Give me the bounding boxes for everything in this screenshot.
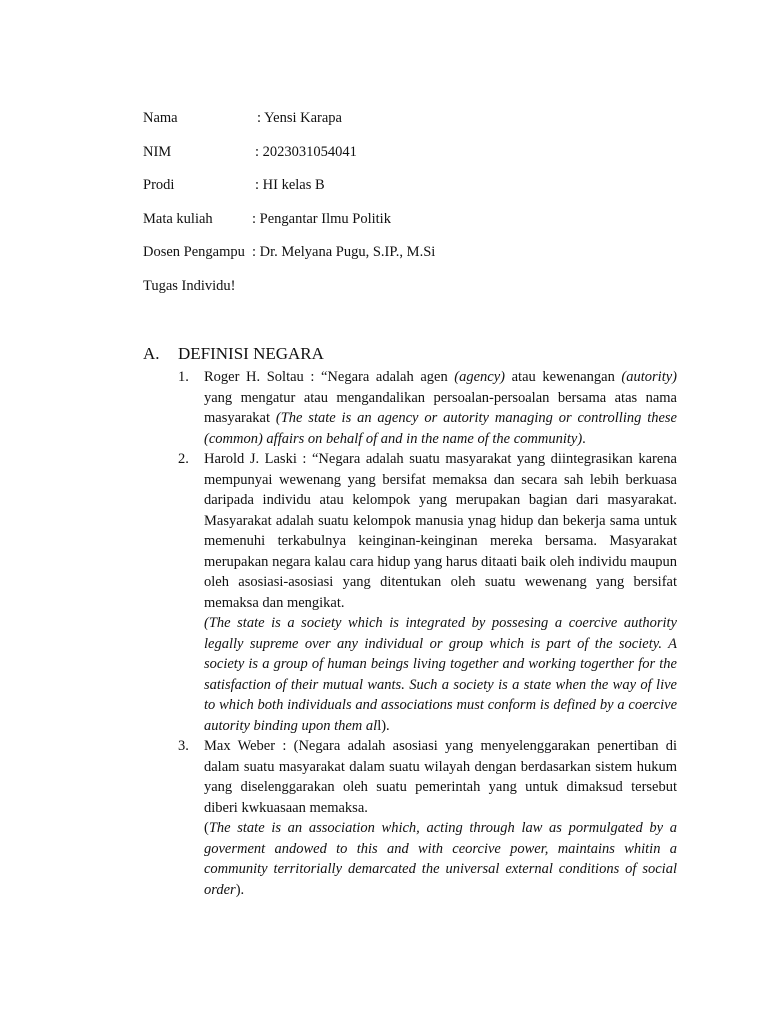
- text-run: yang mengatur atau mengandalikan persoalan-persoalan bersama atas nama masyarakat: [204, 389, 677, 426]
- definition-list: [143, 367, 677, 900]
- item-translation: [204, 818, 677, 900]
- item-paragraph: Harold J. Laski : “Negara adalah suatu masyarakat yang diintegrasikan karena mempunyai wewenang yang bersifat memaksa dan secara sah lebih berkuasa daripada individu atau kelompok yang merupakan bagian dari masyarakat. Masyarakat adalah suatu kelompok manusia ynag hidup dan bekerja sama untuk memenuhi terkabulnya keinginan-keinginan mereka bersama. Masyarakat merupakan negara kalau cara hidup yang harus ditaati baik oleh individu maupun oleh asosiasi-asosiasi yang ditentukan oleh suatu wewenang yang bersifat memaksa dan mengikat.: [204, 451, 677, 611]
- italic-run: The state is an association which, acting through law as pormulgated by a goverment andowed to this and with ceorcive power, maintains whitin a community territorially demarcated the universal external conditions of social order: [204, 820, 677, 898]
- field-label: Mata kuliah: [143, 210, 213, 227]
- field-value: : HI kelas B: [255, 177, 325, 193]
- field-value: : Pengantar Ilmu Politik: [252, 210, 391, 227]
- field-value: : Yensi Karapa: [257, 110, 342, 126]
- italic-run: (The state is an agency or autority managing or controlling these (common) affairs on behalf of and in the name of the community): [204, 410, 677, 447]
- item-body: [204, 367, 677, 449]
- italic-run: (The state is a society which is integrated by possesing a coercive authority legally supreme over any individual or group which is part of the society. A society is a group of human beings living together and working togerther for the satisfaction of their mutual wants. Such a society is a state when the way of live to which both individuals and associations must conform is defined by a coercive autority binding upon them al: [204, 615, 677, 734]
- assignment-label: Tugas Individu!: [143, 278, 236, 294]
- section-title: DEFINISI NEGARA: [178, 344, 324, 363]
- italic-run: (agency): [454, 369, 506, 385]
- item-paragraph: Max Weber : (Negara adalah asosiasi yang menyelenggarakan penertiban di dalam suatu masyarakat dalam suatu wilayah dengan berdasarkan sistem hukum yang diselenggarakan oleh suatu pemerintah yang untuk dimaksud tersebut diberi kwkuasaan memaksa.: [204, 738, 677, 816]
- field-label: Prodi: [143, 177, 175, 193]
- item-number: 3.: [178, 738, 189, 754]
- text-run: atau kewenangan: [505, 369, 622, 385]
- field-label: NIM: [143, 143, 172, 160]
- definition-item: [143, 367, 677, 449]
- text-run: Roger H. Soltau : “Negara adalah agen: [204, 369, 455, 385]
- text-run: (: [204, 820, 209, 836]
- text-run: l).: [377, 717, 390, 734]
- item-body: [204, 736, 677, 900]
- text-run: ).: [235, 881, 245, 898]
- field-value: : Dr. Melyana Pugu, S.IP., M.Si: [252, 244, 436, 260]
- field-value: : 2023031054041: [255, 143, 357, 160]
- item-number: 1.: [178, 369, 189, 385]
- italic-run: (autority): [621, 369, 677, 385]
- field-label: Dosen Pengampu: [143, 244, 245, 260]
- section-letter: A.: [143, 344, 160, 363]
- field-label: Nama: [143, 110, 178, 126]
- item-number: 2.: [178, 451, 189, 467]
- definition-item: [143, 736, 677, 900]
- text-run: .: [582, 430, 586, 447]
- item-paragraph: [204, 367, 677, 449]
- definition-item: [143, 449, 677, 736]
- item-body: [204, 449, 677, 736]
- item-translation: [204, 613, 677, 736]
